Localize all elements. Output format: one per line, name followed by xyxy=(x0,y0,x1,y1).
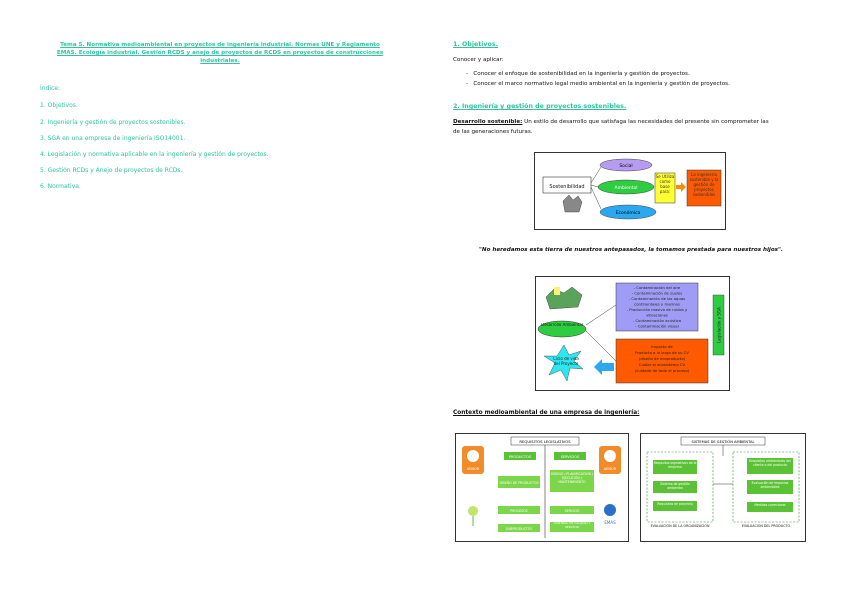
legislative-requirements-graphic xyxy=(456,434,628,541)
management-title: SISTEMAS DE GESTIÓN AMBIENTAL xyxy=(691,440,755,444)
index-item[interactable]: 2. Ingeniería y gestión de proyectos sostenibles. xyxy=(40,119,186,126)
left-box-label: Sistema de gestión ambiental xyxy=(660,482,690,490)
right-box-label: CONTROL DE CALIDAD Y SERVICIO xyxy=(553,522,591,529)
star-text: Ciclo de vida del Proyecto xyxy=(553,357,579,366)
objective-bullet: - Conocer el marco normativo legal medio ambiental en la ingeniería y gestión de proyectos. xyxy=(466,81,730,87)
index-item[interactable]: 1. Objetivos. xyxy=(40,102,78,109)
definition-line xyxy=(453,119,769,125)
right-box-label: Medidas correctoras xyxy=(754,503,786,507)
sustainability-diagram-graphic xyxy=(535,153,725,229)
definition-text: Un estilo de desarrollo que satisfaga las necesidades del presente sin comprometer las xyxy=(522,119,769,125)
right-box-label: DISEÑO / PLANIFICACIÓN / EJECUCIÓN / MANTENIMIENTO xyxy=(551,472,593,484)
environmental-development-graphic xyxy=(536,277,729,390)
objective-bullet-text: Conocer el marco normativo legal medio ambiental en la ingeniería y gestión de proyectos. xyxy=(473,81,730,87)
left-box-text-wrap xyxy=(653,502,697,511)
right-box-label: Requisitos ambientales del cliente o del producto xyxy=(749,459,791,467)
legislative-requirements-diagram xyxy=(455,433,629,542)
objective-bullet: - Conocer el enfoque de sostenibilidad en la ingeniería y gestión de proyectos. xyxy=(466,71,690,77)
section-heading-ingenieria: 2. Ingeniería y gestión de proyectos sostenibles. xyxy=(453,103,627,110)
aenor-label-right: AENOR xyxy=(603,467,617,471)
objective-bullet-text: Conocer el enfoque de sostenibilidad en la ingeniería y gestión de proyectos. xyxy=(473,71,690,77)
bottom-right-label: EVALUACIÓN DEL PRODUCTO xyxy=(741,524,791,528)
arrow-left-icon xyxy=(594,359,614,375)
purple-box-lines xyxy=(627,285,688,329)
environmental-development-diagram xyxy=(535,276,730,391)
orange-line: (diseño de ecoproducto) xyxy=(638,356,686,361)
purple-line: continentales y marinas xyxy=(634,301,680,307)
connector xyxy=(591,167,601,183)
yellow-box-text: Se Utiliza como base para: xyxy=(655,174,675,194)
purple-line: - Contaminación de las aguas xyxy=(628,296,686,301)
star-text-wrap xyxy=(550,357,582,371)
left-box-label: Requisitos legislativos de la empresa xyxy=(653,461,697,469)
orange-box-text-wrap xyxy=(687,172,721,205)
arrow-icon xyxy=(676,182,686,192)
index-item[interactable]: 6. Normativa. xyxy=(40,183,81,190)
right-box-text-wrap xyxy=(747,459,793,474)
right-box-label: Evaluación de impactos ambientales xyxy=(751,481,789,489)
flower-icon xyxy=(468,506,478,516)
factory-icon xyxy=(546,287,582,309)
connector xyxy=(586,305,616,325)
left-box-label: Requisitos de proyecto xyxy=(657,502,693,506)
section-heading-objetivos: 1. Objetivos. xyxy=(453,41,498,48)
emas-label: EMAS xyxy=(604,520,616,525)
connector xyxy=(586,331,616,361)
right-box-text-wrap xyxy=(747,503,793,512)
title-line: industriales. xyxy=(200,58,240,64)
index-item[interactable]: 4. Legislación y normativa aplicable en la ingeniería y gestión de proyectos. xyxy=(40,151,269,158)
ambiental-label: Ambiental xyxy=(614,186,638,191)
aenor-label-left: AENOR xyxy=(466,467,480,471)
index-heading: Índice: xyxy=(40,85,61,92)
orange-line: Producto a lo largo de su CV xyxy=(635,350,689,355)
context-heading: Contexto medioambiental de una empresa de ingeniería: xyxy=(453,410,640,416)
left-box-label: SUBPRODUCTOS xyxy=(505,527,533,531)
aenor-logo-mark xyxy=(604,450,616,462)
servicios-label: SERVICIOS xyxy=(560,455,580,459)
green-vertical-label: Legislación y SGA xyxy=(716,307,722,343)
left-box-label: DISEÑO DE PRODUCTOS xyxy=(499,481,539,485)
purple-line: - Producción masiva de ruidos y xyxy=(626,307,688,312)
purple-line: - Contaminación de suelos xyxy=(631,290,683,296)
bottom-left-wrap xyxy=(647,524,713,538)
orange-box-text: La ingeniería sostenible y la gestión de proyectos sostenibles xyxy=(689,172,719,197)
definition-term: Desarrollo sostenible: xyxy=(453,119,523,125)
right-box-label: SERVICIO xyxy=(564,509,580,513)
sustainability-diagram xyxy=(534,152,726,230)
emas-logo-icon xyxy=(604,504,616,516)
environmental-management-graphic xyxy=(641,434,805,541)
index-item[interactable]: 5. Gestión RCDs y Anejo de proyectos de RCDs. xyxy=(40,167,183,174)
ambiental-ellipse-text-wrap xyxy=(540,323,584,337)
title-line: Tema 5. Normativa medioambiental en proyectos de ingeniería industrial. Normas UNE y Reglamento xyxy=(60,42,380,48)
ambiental-ellipse-text: Desarrollo Ambiental xyxy=(540,323,583,327)
orange-line: Impacto de xyxy=(651,344,673,349)
right-box-text-wrap xyxy=(550,522,594,532)
yellow-box-text-wrap xyxy=(655,174,675,202)
left-box-label: PROCESOS xyxy=(510,509,528,513)
bottom-right-wrap xyxy=(733,524,799,538)
purple-line: - Contaminación acústica xyxy=(632,318,682,323)
connector xyxy=(591,185,598,187)
aenor-logo-mark xyxy=(467,450,479,462)
right-box-text-wrap xyxy=(747,481,793,494)
quote: "No heredamos esta tierra de nuestros antepasados, la tomamos prestada para nuestros hijos". xyxy=(479,247,784,253)
purple-line: - Contaminación del aire xyxy=(633,285,681,290)
title-line: EMAS. Ecología industrial. Gestión RCDS y anejo de proyectos de RCDS en proyectos de construcciones xyxy=(56,50,384,56)
index-item[interactable]: 3. SGA en una empresa de ingeniería ISO14001. xyxy=(40,135,186,142)
social-label: Social xyxy=(619,164,633,169)
document-title xyxy=(40,41,400,65)
productos-label: PRODUCTOS xyxy=(508,455,532,459)
definition-line-2: de las generaciones futuras. xyxy=(453,129,533,135)
purple-line: vibraciones xyxy=(646,312,668,318)
objectives-intro: Conocer y aplicar: xyxy=(453,57,504,63)
requirements-title: REQUISITOS LEGISLATIVOS xyxy=(519,439,571,444)
bottom-left-label: EVALUACIÓN DE LA ORGANIZACIÓN xyxy=(650,524,710,528)
purple-line: - Contaminación visual xyxy=(635,323,679,329)
orange-line: (cuidado de todo el proceso) xyxy=(634,368,690,373)
right-box-text-wrap xyxy=(550,472,594,492)
earth-figure-icon xyxy=(563,195,582,212)
factory-detail-icon xyxy=(554,287,560,295)
orange-line: Cuidar el ecosistema CV xyxy=(638,362,686,367)
connector xyxy=(591,187,601,209)
economica-label: Económica xyxy=(615,211,641,216)
left-box-text-wrap xyxy=(653,461,697,474)
left-box-text-wrap xyxy=(653,482,697,493)
center-label: Sostenibilidad xyxy=(549,184,585,190)
environmental-management-diagram xyxy=(640,433,806,542)
